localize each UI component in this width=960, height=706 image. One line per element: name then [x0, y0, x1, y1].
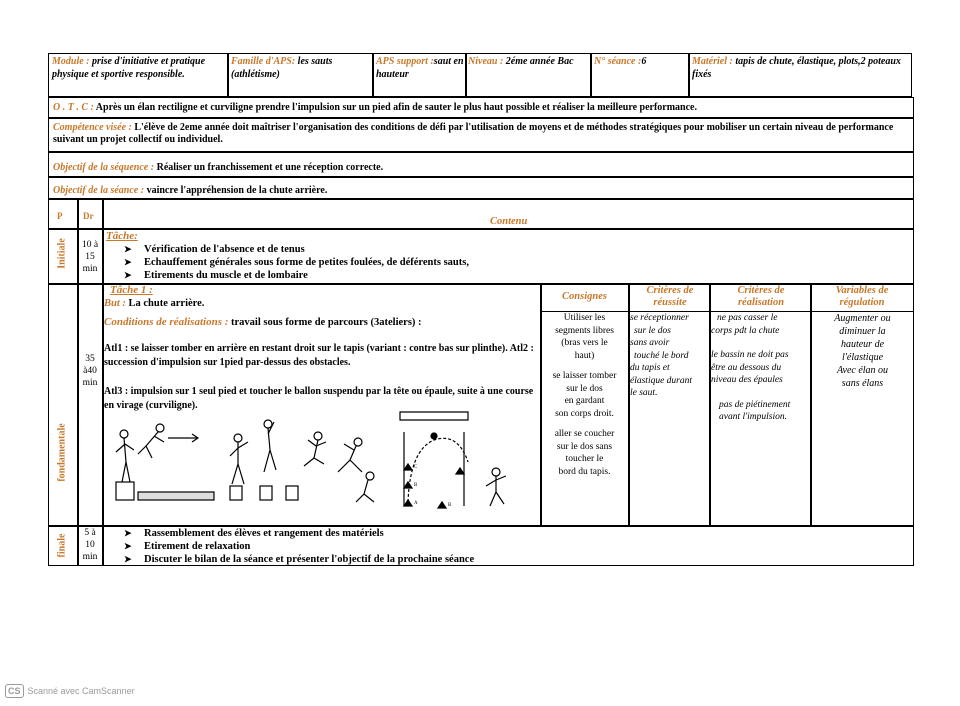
initiale-tache-label: Tâche: [106, 230, 138, 242]
finale-phase-label: finale [56, 533, 68, 558]
fig-label-b2: B [448, 503, 452, 508]
arrow-icon [168, 434, 198, 442]
mat-shape [138, 492, 214, 500]
fig-label-a: A [414, 501, 418, 506]
fond-but: But : La chute arrière. [104, 298, 205, 309]
list-item: ➤ Etirement de relaxation [124, 541, 251, 552]
initiale-duration: 10 à 15 min [81, 240, 99, 274]
goal-frame-shape [400, 412, 468, 420]
arrow-bullet-icon: ➤ [124, 257, 132, 267]
seance-cell: N° séance :6 [594, 56, 647, 67]
otc-text: O . T . C : Après un élan rectiligne et curviligne prendre l'impulsion sur un pied afin de sauter le plus haut possible et réaliser la meilleure performance. [53, 102, 697, 113]
arrow-bullet-icon: ➤ [124, 270, 132, 280]
plinth-shape [116, 482, 134, 500]
list-item: ➤ Discuter le bilan de la séance et présenter l'objectif de la prochaine séance [124, 554, 475, 565]
variables-head: Variables de régulation [835, 285, 889, 308]
athletes-illustration [108, 402, 538, 514]
famille-cell: Famille d'APS: les sauts (athlétisme) [231, 56, 333, 80]
head-dr: Dr [83, 211, 94, 221]
fig-label-b: B [414, 483, 418, 488]
niveau-cell: Niveau : 2éme année Bac [468, 56, 574, 67]
materiel-cell: Matériel : tapis de chute, élastique, plots,2 poteaux fixés [692, 56, 901, 80]
finale-duration: 5 à 10 min [82, 528, 98, 562]
fondamentale-duration: 35 à40 min [82, 354, 98, 388]
camscanner-text: Scanné avec CamScanner [27, 686, 135, 696]
arrow-bullet-icon: ➤ [124, 244, 132, 254]
ball-icon [431, 433, 437, 439]
cone-icon [404, 464, 464, 508]
athlete-head-icon [120, 430, 128, 438]
initiale-task-list [124, 243, 904, 282]
list-item: ➤ Etirements du muscle et de lombaire [124, 270, 308, 281]
variables-list: Augmenter ou diminuer la hauteur de l'élastique Avec élan ou sans élans [834, 313, 891, 389]
athlete-body-icon [116, 438, 134, 482]
consignes-head: Consignes [562, 291, 607, 302]
module-cell: Module : prise d'initiative et pratique physique et sportive responsible. [52, 56, 206, 80]
list-item: ➤ Echauffement générales sous forme de petites foulées, de déférents sauts, [124, 257, 469, 268]
arrow-bullet-icon: ➤ [124, 528, 132, 538]
objectif-seance-text: Objectif de la séance : vaincre l'appréhension de la chute arrière. [53, 185, 328, 196]
competence-text: Compétence visée : L'élève de 2eme année doit maîtriser l'organisation des conditions de défi par l'utilisation de moyens et de méthodes stratégiques pour mobiliser un certain niveau de performance suivant un projet collectif ou individuel. [53, 122, 894, 145]
aps-cell: APS support :saut en hauteur [376, 56, 464, 80]
criteres-reussite-head: Critères de réussite [646, 285, 694, 308]
initiale-phase-label: Initiale [56, 238, 68, 269]
camscanner-logo-icon: CS [5, 684, 24, 698]
camscanner-watermark [5, 684, 135, 698]
fond-conditions: Conditions de réalisations : travail sous forme de parcours (3ateliers) : [104, 316, 422, 328]
fig-label-c: C [414, 465, 418, 470]
criteres-realisation-list: ne pas casser le corps pdt la chute le bassin ne doit pas être au dessous du niveau des épaules pas de piétinement avant l'impulsion. [711, 313, 791, 422]
arrow-bullet-icon: ➤ [124, 554, 132, 564]
arrow-bullet-icon: ➤ [124, 541, 132, 551]
head-p: P [57, 211, 63, 221]
fondamentale-phase-label: fondamentale [56, 423, 68, 482]
consignes-list: Utiliser les segments libres (bras vers le haut) se laisser tomber sur le dos en gardant son corps droit. aller se coucher sur le dos sans toucher le bord du tapis. [552, 313, 617, 477]
fond-atl1: Atl1 : se laisser tomber en arrière en restant droit sur le tapis (variant : contre bas sur plinthe). Atl2 : succession d'impulsion sur 1pied par-dessus des obstacles. [104, 343, 534, 368]
head-contenu: Contenu [490, 216, 528, 227]
table-head-row [48, 199, 914, 229]
finale-task-list [124, 527, 904, 566]
list-item: ➤ Vérification de l'absence et de tenus [124, 244, 305, 255]
fond-tache-label: Tâche 1 : [110, 284, 153, 296]
list-item: ➤ Rassemblement des élèves et rangement des matériels [124, 528, 384, 539]
fond-atl3: Atl3 : impulsion sur 1 seul pied et toucher le ballon suspendu par la tête ou épaule, suite à une course en virage (curviligne). [104, 386, 534, 411]
objectif-sequence-text: Objectif de la séquence : Réaliser un franchissement et une réception correcte. [53, 162, 384, 173]
criteres-realisation-head: Critères de réalisation [737, 285, 785, 308]
criteres-reussite-list: se réceptionner sur le dos sans avoir touché le bord du tapis et élastique durant le saut. [630, 313, 693, 398]
